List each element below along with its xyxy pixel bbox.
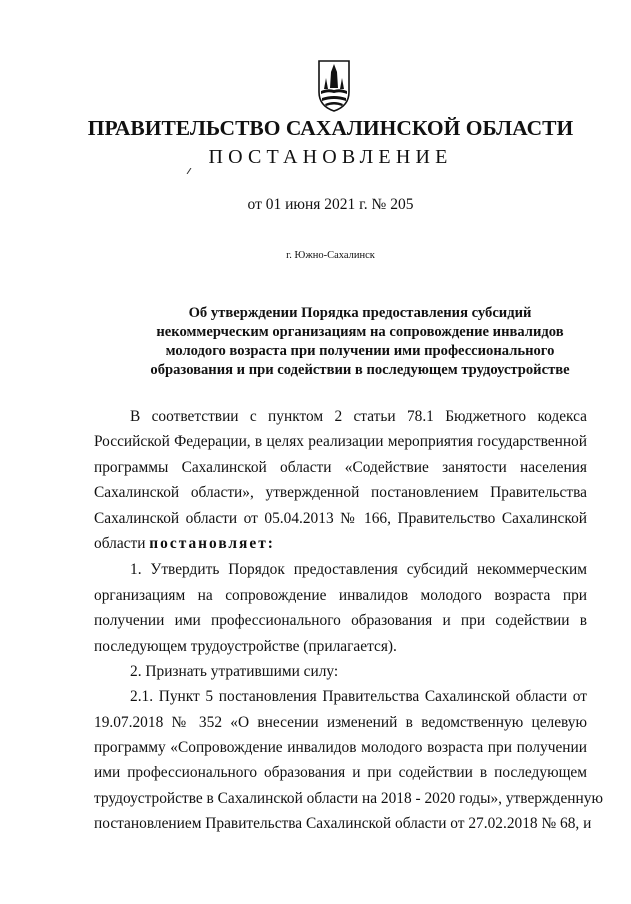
paragraph-line: организациям на сопровождение инвалидов молодого возраста при: [94, 586, 587, 604]
paragraph-line: 2.1. Пункт 5 постановления Правительства Сахалинской области от: [130, 688, 587, 706]
title-line: Об утверждении Порядка предоставления субсидий: [188, 305, 532, 321]
title-line: образования и при содействии в последующем трудоустройстве: [150, 362, 570, 378]
paragraph-text: области: [94, 534, 150, 552]
title-line: молодого возраста при получении ими профессионального: [165, 343, 555, 359]
paragraph-line: [94, 531, 587, 556]
paragraph-line: Сахалинской области», утвержденной постановлением Правительства: [94, 484, 587, 502]
paragraph-line: В соответствии с пунктом 2 статьи 78.1 Бюджетного кодекса: [130, 408, 587, 425]
paragraph-line: Российской Федерации, в целях реализации мероприятия государственной: [94, 433, 587, 451]
title-line: некоммерческим организациям на сопровождение инвалидов: [156, 324, 564, 340]
paragraph-line: постановлением Правительства Сахалинской области от 27.02.2018 № 68, и: [94, 815, 592, 833]
paragraph-line: получении ими профессионального образования и при содействии в: [94, 612, 587, 630]
document-city: г. Южно-Сахалинск: [286, 250, 375, 261]
resolution-keyword: постановляет:: [149, 534, 275, 552]
paragraph-line: Сахалинской области от 05.04.2013 № 166, Правительство Сахалинской: [94, 509, 587, 527]
document-body: [94, 404, 603, 837]
paragraph-line: ими профессионального образования и при содействии в последующем: [94, 764, 587, 782]
document-title: [140, 304, 580, 380]
coat-of-arms-icon: [318, 58, 350, 112]
paragraph-line: программы Сахалинской области «Содействие занятости населения: [94, 458, 587, 476]
scan-mark: [186, 168, 192, 174]
paragraph-line: программу «Сопровождение инвалидов молодого возраста при получении: [94, 739, 587, 757]
paragraph-line: 19.07.2018 № 352 «О внесении изменений в ведомственную целевую: [94, 713, 587, 731]
paragraph-line: 1. Утвердить Порядок предоставления субсидий некоммерческим: [130, 561, 587, 579]
document-type: ПОСТАНОВЛЕНИЕ: [208, 146, 453, 168]
document-date-number: от 01 июня 2021 г. № 205: [247, 196, 414, 213]
paragraph-line: последующем трудоустройстве (прилагается).: [94, 637, 397, 655]
government-name: ПРАВИТЕЛЬСТВО САХАЛИНСКОЙ ОБЛАСТИ: [87, 116, 574, 140]
paragraph-line: трудоустройстве в Сахалинской области на 2018 - 2020 годы», утвержденную: [94, 789, 603, 807]
paragraph-line: 2. Признать утратившими силу:: [130, 662, 339, 680]
